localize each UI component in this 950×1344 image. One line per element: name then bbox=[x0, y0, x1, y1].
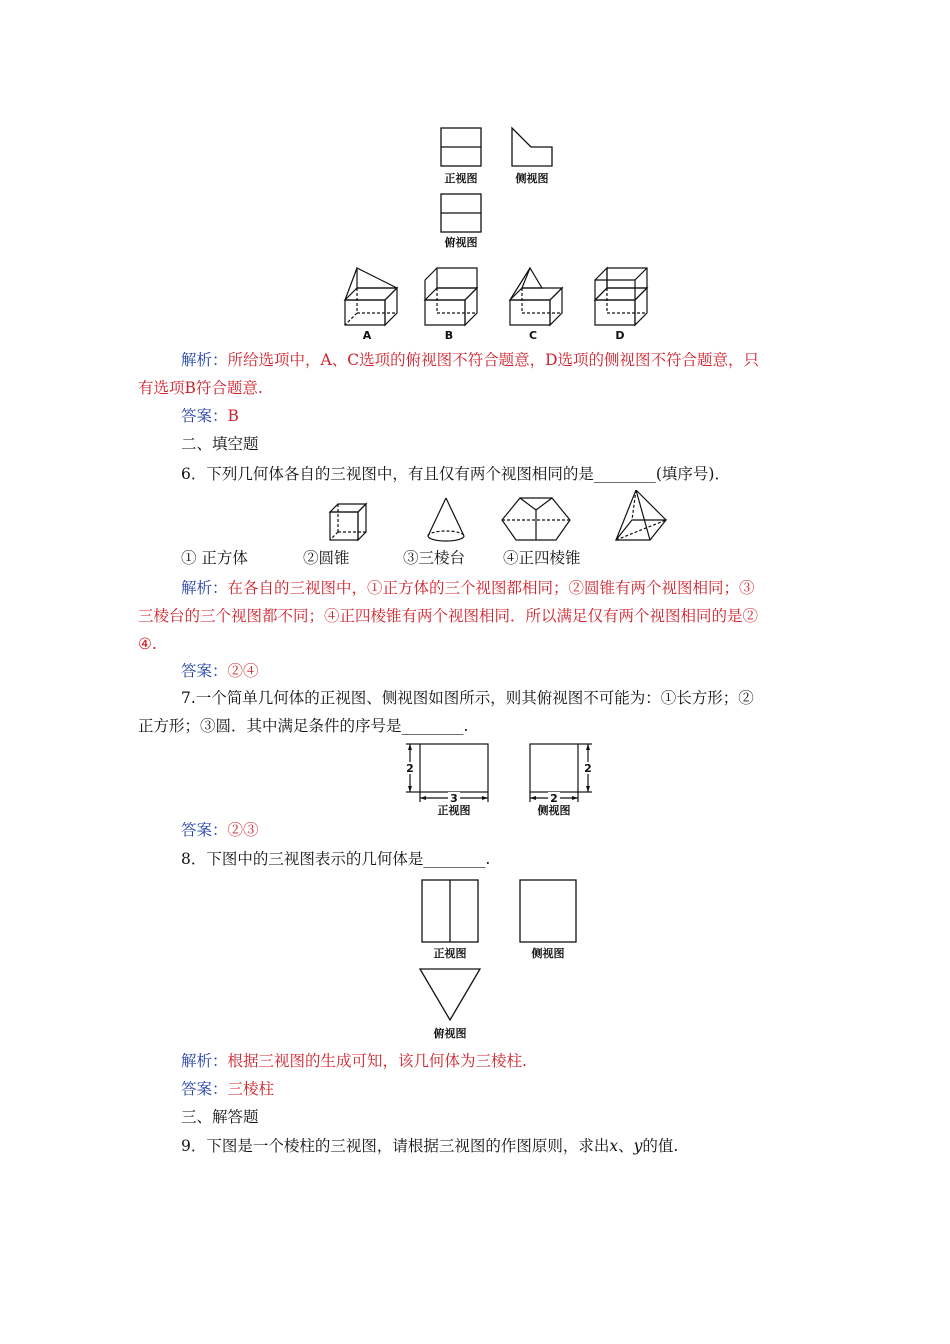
q5-answer-value: B bbox=[227, 407, 239, 425]
q5-analysis-line1 bbox=[181, 346, 861, 374]
q7-side-rect bbox=[530, 744, 578, 792]
q5-analysis-line2: 有选项B符合题意. bbox=[138, 379, 263, 397]
q5-top-label: 俯视图 bbox=[444, 236, 478, 249]
q5-side-label: 侧视图 bbox=[515, 172, 549, 185]
q8-answer-line bbox=[181, 1075, 861, 1103]
q7-front-width: 3 bbox=[450, 792, 458, 805]
q5-answer-label: 答案： bbox=[181, 407, 228, 425]
q8-analysis-line bbox=[181, 1047, 861, 1075]
q8-front-label: 正视图 bbox=[433, 947, 467, 960]
q8-question: 8．下图中的三视图表示的几何体是________. bbox=[181, 850, 491, 868]
q9-question-pre: 9．下图是一个棱柱的三视图，请根据三视图的作图原则，求出 bbox=[181, 1137, 610, 1155]
q7-side-height: 2 bbox=[584, 762, 592, 775]
q8-answer-value: 三棱柱 bbox=[227, 1080, 275, 1098]
q8-top-label: 俯视图 bbox=[433, 1027, 467, 1040]
q9-var-x: x bbox=[609, 1137, 619, 1155]
option-a-solid bbox=[345, 268, 397, 325]
q5-analysis-text: 所给选项中，A、C选项的俯视图不符合题意，D选项的侧视图不符合题意，只 bbox=[227, 351, 759, 369]
q8-side-view bbox=[520, 880, 576, 942]
q7-side-label: 侧视图 bbox=[537, 804, 571, 817]
q8-side-label: 侧视图 bbox=[531, 947, 565, 960]
triangular-frustum-solid bbox=[502, 498, 570, 540]
q6-shape-4-label: ④正四棱锥 bbox=[503, 549, 581, 567]
section-3-heading: 三、解答题 bbox=[181, 1108, 259, 1126]
q7-answer-line bbox=[181, 816, 861, 844]
q6-solids-figure bbox=[320, 490, 680, 550]
q5-top-view bbox=[441, 194, 481, 232]
q7-front-height: 2 bbox=[406, 762, 414, 775]
q9-question bbox=[181, 1132, 861, 1160]
section-2-heading: 二、填空题 bbox=[181, 435, 259, 453]
option-c-solid bbox=[510, 268, 562, 325]
q7-question-line1: 7.一个简单几何体的正视图、侧视图如图所示，则其俯视图不可能为：①长方形；② bbox=[181, 689, 754, 707]
q6-answer-label: 答案： bbox=[181, 662, 228, 680]
q5-front-label: 正视图 bbox=[444, 172, 478, 185]
q6-analysis-line2: 三棱台的三个视图都不同；④正四棱锥有两个视图相同．所以满足仅有两个视图相同的是② bbox=[138, 607, 759, 625]
q5-side-view bbox=[512, 128, 552, 166]
option-d-label: D bbox=[615, 329, 625, 342]
q7-views-figure bbox=[400, 738, 630, 820]
q7-front-rect bbox=[420, 744, 488, 792]
q7-answer-label: 答案： bbox=[181, 821, 228, 839]
q6-answer-value: ②④ bbox=[227, 662, 259, 680]
q7-answer-value: ②③ bbox=[227, 821, 259, 839]
option-d-solid bbox=[595, 268, 647, 325]
q9-question-post: 的值. bbox=[642, 1137, 679, 1155]
q6-analysis-text: 在各自的三视图中，①正方体的三个视图都相同；②圆锥有两个视图相同；③ bbox=[227, 579, 755, 597]
option-b-solid bbox=[425, 268, 477, 325]
q8-top-view bbox=[420, 969, 480, 1020]
q8-analysis-label: 解析： bbox=[181, 1052, 228, 1070]
q5-options-figure bbox=[335, 260, 665, 345]
q6-analysis-label: 解析： bbox=[181, 579, 228, 597]
q7-question-line2: 正方形；③圆．其中满足条件的序号是________. bbox=[138, 717, 469, 735]
q6-shape-2-label: ②圆锥 bbox=[303, 549, 350, 567]
q6-shape-1-label: ① 正方体 bbox=[181, 549, 248, 567]
q5-three-view-figure bbox=[430, 120, 570, 255]
q5-front-view bbox=[441, 128, 481, 166]
option-c-label: C bbox=[528, 329, 538, 342]
q6-shape-3-label: ③三棱台 bbox=[403, 549, 466, 567]
q6-analysis-line1 bbox=[181, 574, 861, 602]
q6-answer-line bbox=[181, 657, 861, 685]
q8-analysis-text: 根据三视图的生成可知，该几何体为三棱柱. bbox=[227, 1052, 527, 1070]
cone-solid bbox=[428, 498, 464, 541]
cube-solid bbox=[330, 504, 366, 540]
q7-front-label: 正视图 bbox=[437, 804, 471, 817]
q6-analysis-line3: ④. bbox=[138, 635, 157, 653]
q5-answer-line bbox=[181, 402, 861, 430]
option-a-label: A bbox=[362, 329, 372, 342]
q9-sep: 、 bbox=[618, 1137, 634, 1155]
q8-front-view bbox=[422, 880, 478, 942]
q7-side-width: 2 bbox=[550, 792, 558, 805]
option-b-label: B bbox=[444, 329, 454, 342]
q8-three-view-figure bbox=[410, 875, 590, 1045]
q6-question: 6．下列几何体各自的三视图中，有且仅有两个视图相同的是________(填序号)． bbox=[181, 465, 730, 483]
q9-var-y: y bbox=[633, 1137, 643, 1155]
square-pyramid-solid bbox=[616, 490, 666, 540]
q5-analysis-label: 解析： bbox=[181, 351, 228, 369]
q8-answer-label: 答案： bbox=[181, 1080, 228, 1098]
